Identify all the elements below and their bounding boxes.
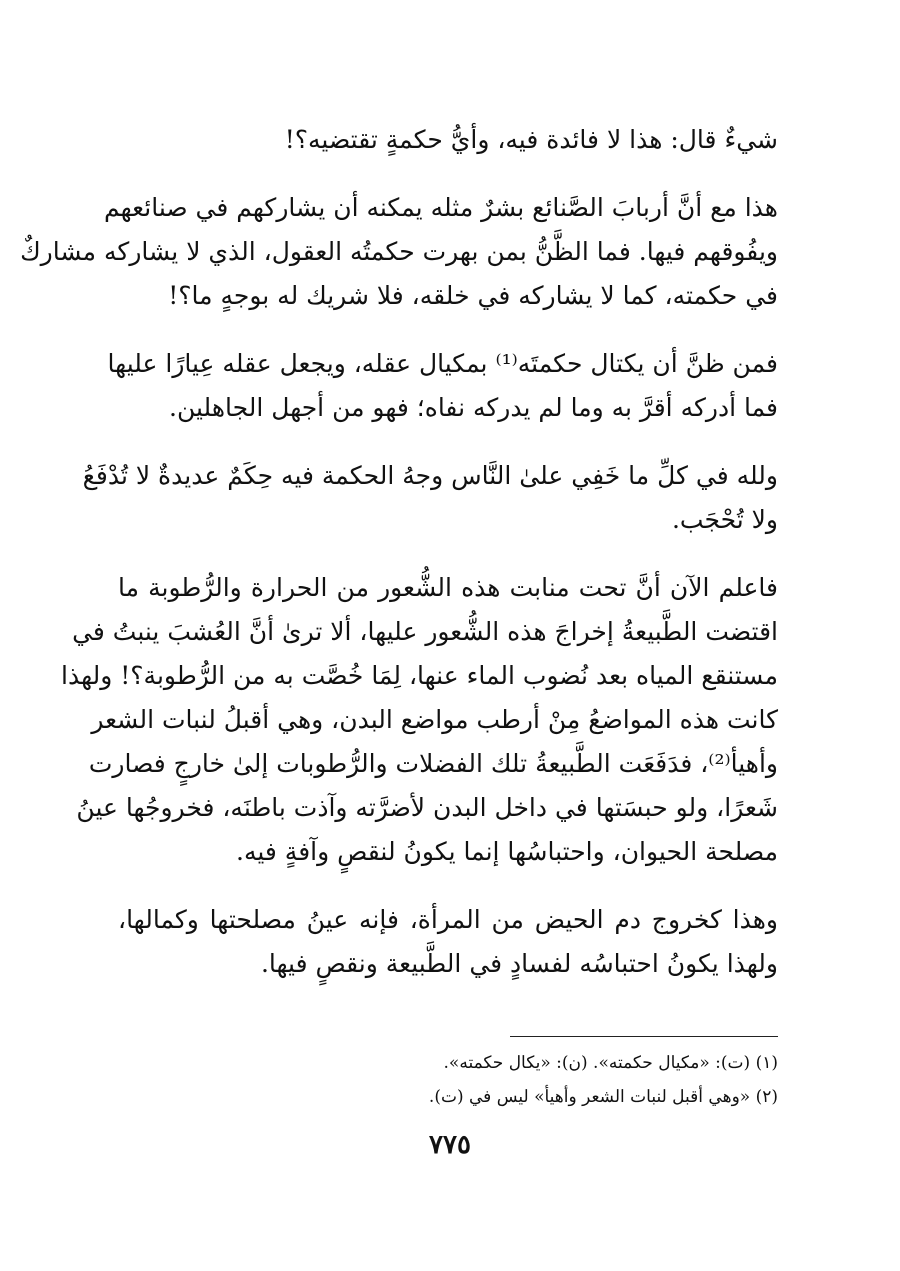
text-line: كانت هذه المواضعُ مِنْ أرطب مواضع البدن، وهي أقبلُ لنبات الشعر — [91, 705, 778, 734]
footnote-1: (١) (ت): «مكيال حكمته». (ن): «يكال حكمته». — [443, 1053, 778, 1073]
text-line: ولهذا يكونُ احتباسُه لفسادٍ في الطَّبيعة ونقصٍ فيها. — [260, 949, 778, 978]
text-line: ولله في كلِّ ما خَفِي علىٰ النَّاس وجهُ الحكمة فيه حِكَمٌ عديدةٌ لا تُدْفَعُ — [82, 461, 778, 490]
text-line: هذا مع أنَّ أربابَ الصَّنائع بشرٌ مثله يمكنه أن يشاركهم في صنائعهم — [104, 193, 778, 222]
footnote-2: (٢) «وهي أقبل لنبات الشعر وأهيأ» ليس في (ت). — [428, 1087, 778, 1107]
text-line: مصلحة الحيوان، واحتباسُها إنما يكونُ لنقصٍ وآفةٍ فيه. — [236, 837, 778, 866]
text-line: اقتضت الطَّبيعةُ إخراجَ هذه الشُّعور عليها، ألا ترىٰ أنَّ العُشبَ ينبتُ في — [72, 617, 778, 646]
paragraph — [118, 118, 778, 162]
text-line: فاعلم الآن أنَّ تحت منابت هذه الشُّعور من الحرارة والرُّطوبة ما — [118, 573, 778, 602]
page-number: ٧٧٥ — [429, 1130, 471, 1160]
text-line: شَعرًا، ولو حبسَتها في داخل البدن لأضرَّته وآذت باطنَه، فخروجُها عينُ — [76, 793, 778, 822]
text-line: ولا تُحْجَب. — [671, 505, 778, 534]
footnotes — [118, 1046, 778, 1114]
paragraph — [82, 454, 778, 542]
paragraph — [61, 566, 778, 874]
text-line: مستنقع المياه بعد نُضوب الماء عنها، لِمَا خُصَّت به من الرُّطوبة؟! ولهذا — [61, 661, 778, 690]
text-line: وأهيأ⁽²⁾، فدَفَعَت الطَّبيعةُ تلك الفضلات والرُّطوبات إلىٰ خارجٍ فصارت — [88, 749, 778, 778]
text-line: فما أدركه أقرَّ به وما لم يدركه نفاه؛ فهو من أجهل الجاهلين. — [169, 393, 778, 422]
paragraph — [20, 186, 778, 318]
paragraph — [118, 898, 778, 986]
text-line: وهذا كخروج دم الحيض من المرأة، فإنه عينُ مصلحتها وكمالها، — [118, 905, 778, 934]
text-line: في حكمته، كما لا يشاركه في خلقه، فلا شريك له بوجهٍ ما؟! — [168, 281, 778, 310]
footnote-divider — [510, 1036, 778, 1037]
text-line: شيءٌ قال: هذا لا فائدة فيه، وأيُّ حكمةٍ تقتضيه؟! — [284, 125, 778, 154]
text-line: ويفُوقهم فيها. فما الظَّنُّ بمن بهرت حكمتُه العقول، الذي لا يشاركه مشاركٌ — [20, 237, 778, 266]
page-body — [20, 118, 778, 1010]
text-line: فمن ظنَّ أن يكتال حكمتَه⁽¹⁾ بمكيال عقله، ويجعل عقله عِيارًا عليها — [107, 349, 778, 378]
paragraph — [107, 342, 778, 430]
